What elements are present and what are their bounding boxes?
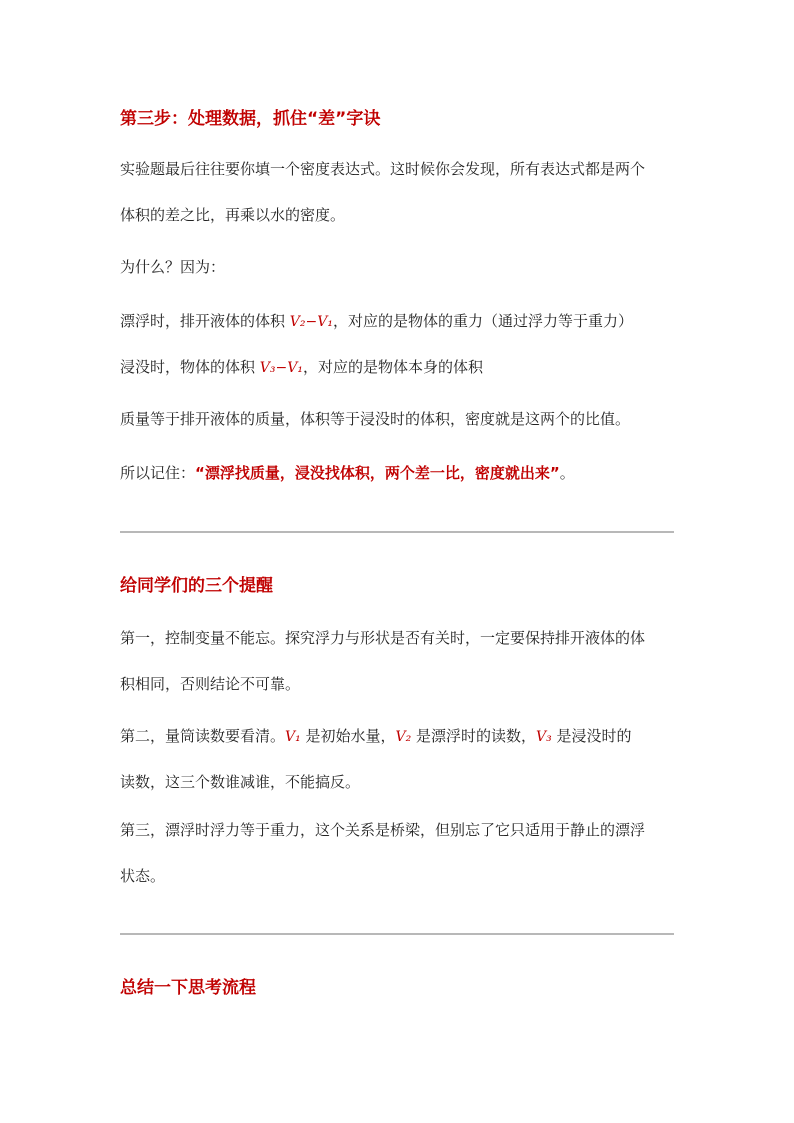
sink-text-post: ，对应的是物体本身的体积 (302, 358, 483, 376)
tip1-line: 第一，控制变量不能忘。探究浮力与形状是否有关时，一定要保持排开液体的体 (120, 629, 646, 647)
paragraph-why: 为什么？因为： (120, 258, 226, 276)
tip2-text: 是漂浮时的读数， (411, 727, 537, 745)
sink-text-pre: 浸没时，物体的体积 (120, 358, 260, 376)
remember-end: 。 (559, 464, 575, 482)
tip2-text: 是浸没时的 (551, 727, 632, 745)
section-heading-tips: 给同学们的三个提醒 (120, 576, 273, 596)
paragraph-tip3 (120, 807, 674, 899)
float-volume-variable: V₂−V₁ (289, 314, 333, 330)
tip2-text: 是初始水量， (300, 727, 396, 745)
paragraph-remember (120, 450, 674, 496)
section-divider (120, 531, 674, 533)
float-line (120, 298, 674, 344)
section-heading-summary: 总结一下思考流程 (120, 978, 256, 998)
v1-variable: V₁ (285, 729, 301, 745)
section-divider (120, 933, 674, 935)
v2-variable: V₂ (395, 729, 412, 745)
paragraph-tip1 (120, 615, 674, 707)
tip1-line: 积相同，否则结论不可靠。 (120, 675, 301, 693)
remember-mnemonic: “漂浮找质量，浸没找体积，两个差一比，密度就出来” (195, 464, 560, 482)
paragraph-line: 实验题最后往往要你填一个密度表达式。这时候你会发现，所有表达式都是两个 (120, 160, 646, 178)
paragraph-float-sink (120, 298, 674, 390)
paragraph-intro (120, 146, 674, 238)
section-heading-step3: 第三步：处理数据，抓住“差”字诀 (120, 109, 381, 129)
paragraph-mass: 质量等于排开液体的质量，体积等于浸没时的体积，密度就是这两个的比值。 (120, 410, 631, 428)
tip2-line: 读数，这三个数谁减谁，不能搞反。 (120, 773, 361, 791)
sink-line (120, 344, 674, 390)
tip3-line: 状态。 (120, 867, 166, 885)
paragraph-line: 体积的差之比，再乘以水的密度。 (120, 206, 346, 224)
float-text-pre: 漂浮时，排开液体的体积 (120, 312, 290, 330)
remember-prefix: 所以记住： (120, 464, 196, 482)
sink-volume-variable: V₃−V₁ (259, 360, 303, 376)
v3-variable: V₃ (536, 729, 552, 745)
tip2-text: 第二，量筒读数要看清。 (120, 727, 286, 745)
tip2-line (120, 713, 674, 759)
paragraph-tip2 (120, 713, 674, 805)
tip3-line: 第三，漂浮时浮力等于重力，这个关系是桥梁，但别忘了它只适用于静止的漂浮 (120, 821, 646, 839)
float-text-post: ，对应的是物体的重力（通过浮力等于重力） (332, 312, 633, 330)
